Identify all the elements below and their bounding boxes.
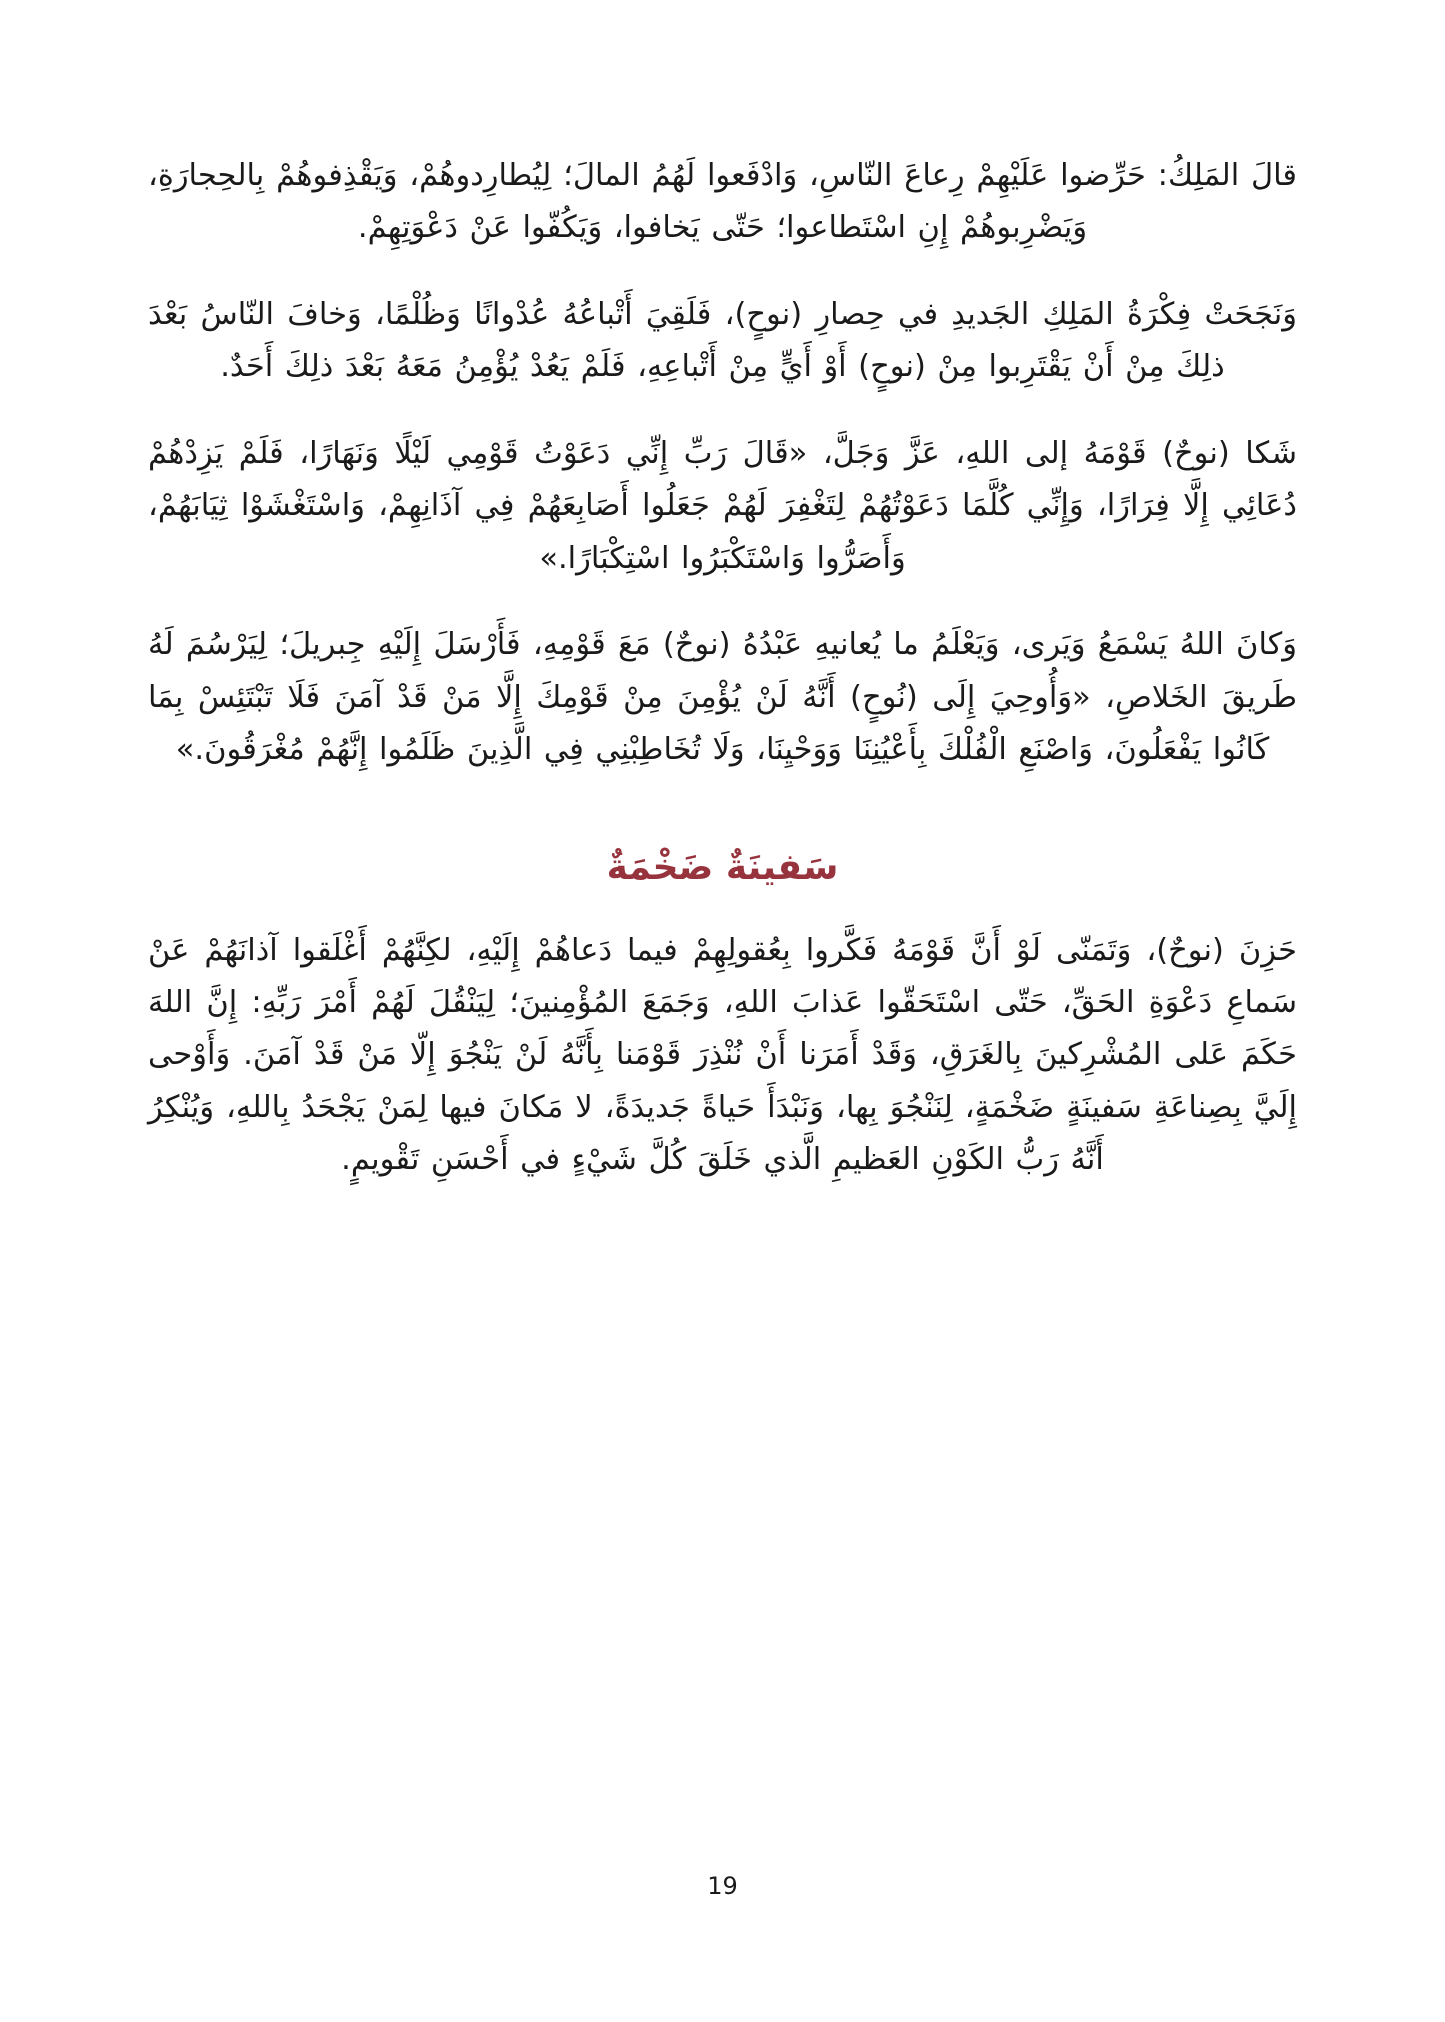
- section-heading-huge-ship: سَفينَةٌ ضَخْمَةٌ: [606, 846, 839, 888]
- paragraph-1: قالَ المَلِكُ: حَرِّضوا عَلَيْهِمْ رِعاعَ النّاسِ، وَادْفَعوا لَهُمُ المالَ؛ لِيُطارِدوهُمْ، وَيَقْذِفوهُمْ بِالحِجارَةِ، وَيَضْرِبوهُمْ إِنِ اسْتَطاعوا؛ حَتّى يَخافوا، وَيَكُفّوا عَنْ دَعْوَتِهِمْ.: [148, 158, 1297, 246]
- paragraph-3: شَكا (نوحٌ) قَوْمَهُ إلى اللهِ، عَزَّ وَجَلَّ، «قَالَ رَبِّ إِنِّي دَعَوْتُ قَوْمِي لَيْلًا وَنَهَارًا، فَلَمْ يَزِدْهُمْ دُعَائِي إِلَّا فِرَارًا، وَإِنِّي كُلَّمَا دَعَوْتُهُمْ لِتَغْفِرَ لَهُمْ جَعَلُوا أَصَابِعَهُمْ فِي آذَانِهِمْ، وَاسْتَغْشَوْا ثِيَابَهُمْ، وَأَصَرُّوا وَاسْتَكْبَرُوا اسْتِكْبَارًا.»: [148, 435, 1297, 576]
- page-number: 19: [707, 1872, 738, 1900]
- paragraph-5: حَزِنَ (نوحٌ)، وَتَمَنّى لَوْ أَنَّ قَوْمَهُ فَكَّروا بِعُقولِهِمْ فيما دَعاهُمْ إِلَيْهِ، لكِنَّهُمْ أَغْلَقوا آذانَهُمْ عَنْ سَماعِ دَعْوَةِ الحَقِّ، حَتّى اسْتَحَقّوا عَذابَ اللهِ، وَجَمَعَ المُؤْمِنينَ؛ لِيَنْقُلَ لَهُمْ أَمْرَ رَبِّهِ: إِنَّ اللهَ حَكَمَ عَلى المُشْرِكينَ بِالغَرَقِ، وَقَدْ أَمَرَنا أَنْ نُنْذِرَ قَوْمَنا بِأَنَّهُ لَنْ يَنْجُوَ إِلّا مَنْ قَدْ آمَنَ. وَأَوْحى إِلَيَّ بِصِناعَةِ سَفينَةٍ ضَخْمَةٍ، لِنَنْجُوَ بِها، وَنَبْدَأَ حَياةً جَديدَةً، لا مَكانَ فيها لِمَنْ يَجْحَدُ بِاللهِ، وَيُنْكِرُ أَنَّهُ رَبُّ الكَوْنِ العَظيمِ الَّذي خَلَقَ كُلَّ شَيْءٍ في أَحْسَنِ تَقْويمٍ.: [148, 932, 1297, 1178]
- paragraph-4: وَكانَ اللهُ يَسْمَعُ وَيَرى، وَيَعْلَمُ ما يُعانيهِ عَبْدُهُ (نوحٌ) مَعَ قَوْمِهِ، فَأَرْسَلَ إِلَيْهِ جِبريلَ؛ لِيَرْسُمَ لَهُ طَريقَ الخَلاصِ، «وَأُوحِيَ إِلَى (نُوحٍ) أَنَّهُ لَنْ يُؤْمِنَ مِنْ قَوْمِكَ إِلَّا مَنْ قَدْ آمَنَ فَلَا تَبْتَئِسْ بِمَا كَانُوا يَفْعَلُونَ، وَاصْنَعِ الْفُلْكَ بِأَعْيُنِنَا وَوَحْيِنَا، وَلَا تُخَاطِبْنِي فِي الَّذِينَ ظَلَمُوا إِنَّهُمْ مُغْرَقُونَ.»: [148, 627, 1297, 768]
- paragraph-2: وَنَجَحَتْ فِكْرَةُ المَلِكِ الجَديدِ في حِصارِ (نوحٍ)، فَلَقِيَ أَتْباعُهُ عُدْوانًا وَظُلْمًا، وَخافَ النّاسُ بَعْدَ ذلِكَ مِنْ أَنْ يَقْتَرِبوا مِنْ (نوحٍ) أَوْ أَيٍّ مِنْ أَتْباعِهِ، فَلَمْ يَعُدْ يُؤْمِنُ مَعَهُ بَعْدَ ذلِكَ أَحَدٌ.: [148, 296, 1297, 385]
- page-content: [148, 150, 1297, 1187]
